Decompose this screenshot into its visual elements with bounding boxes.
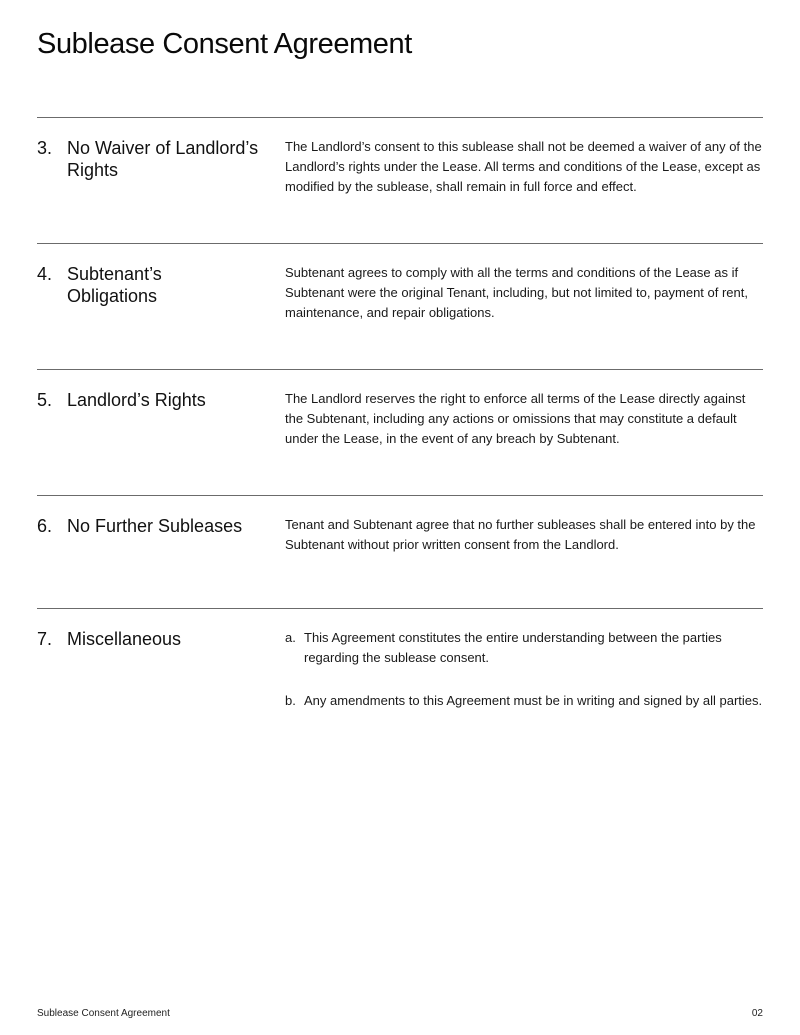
list-text: Any amendments to this Agreement must be in writing and signed by all parties. (304, 693, 763, 708)
section-title: Landlord’s Rights (67, 390, 206, 410)
section-heading (37, 263, 277, 307)
section-body: Tenant and Subtenant agree that no further subleases shall be entered into by the Subtenant without prior written consent from the Landlord. (285, 517, 756, 552)
section-body: The Landlord’s consent to this sublease shall not be deemed a waiver of any of the Landlord’s rights under the Lease. All terms and conditions of the Lease, except as modified by the sublease, shall remain in full force and effect. (285, 139, 762, 194)
section-miscellaneous (37, 608, 763, 759)
section-number: 4. (37, 264, 53, 284)
section-body: The Landlord reserves the right to enforce all terms of the Lease directly against the Subtenant, including any actions or omissions that may constitute a default under the Lease, in the event of any breach by Subtenant. (285, 391, 746, 446)
section-title: Miscellaneous (67, 629, 182, 649)
section-title: No Further Subleases (67, 516, 243, 536)
list-marker: a. (285, 630, 296, 645)
list-item (285, 691, 765, 711)
section-title: Subtenant’s Obligations (67, 264, 162, 306)
footer-document-title: Sublease Consent Agreement (37, 1008, 170, 1019)
section-title: No Waiver of Landlord’s Rights (67, 138, 259, 180)
list-text: This Agreement constitutes the entire understanding between the parties regarding the sublease consent. (304, 630, 722, 665)
section-subtenant-obligations (37, 243, 763, 370)
section-no-waiver (37, 117, 763, 244)
section-no-further-subleases (37, 495, 763, 609)
section-heading (37, 389, 277, 411)
section-number: 7. (37, 629, 53, 649)
section-body-list (285, 628, 765, 734)
section-number: 3. (37, 138, 53, 158)
section-number: 5. (37, 390, 53, 410)
page-title: Sublease Consent Agreement (37, 28, 412, 60)
section-heading (37, 628, 277, 650)
section-landlord-rights (37, 369, 763, 496)
list-marker: b. (285, 693, 296, 708)
section-heading (37, 137, 277, 181)
list-item (285, 628, 765, 668)
section-heading (37, 515, 277, 537)
footer-page-number: 02 (751, 1008, 763, 1019)
section-body: Subtenant agrees to comply with all the terms and conditions of the Lease as if Subtenant were the original Tenant, including, but not limited to, payment of rent, maintenance, and repair obligations. (285, 265, 748, 320)
section-number: 6. (37, 516, 53, 536)
